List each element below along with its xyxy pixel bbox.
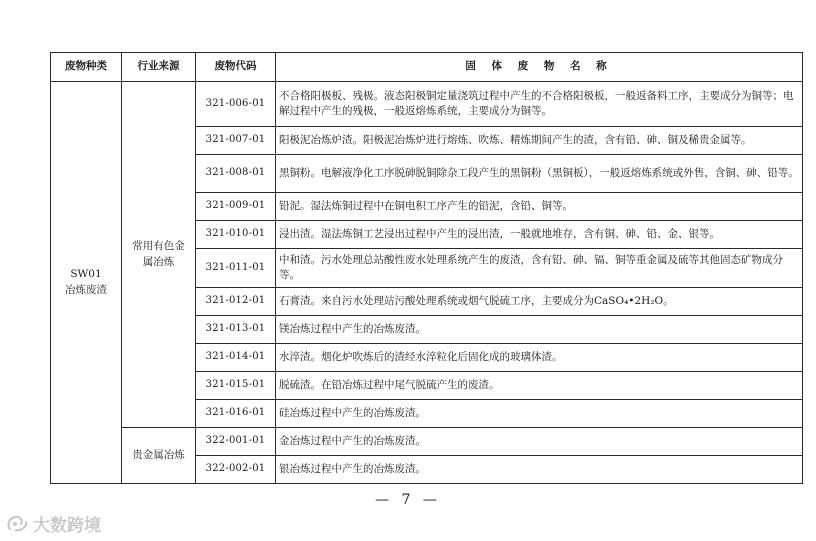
header-name: 固 体 废 物 名 称 [276,53,803,82]
waste-description: 水淬渣。烟化炉吹炼后的渣经水淬粒化后固化成的玻璃体渣。 [276,344,803,372]
waste-description: 浸出渣。湿法炼铜工艺浸出过程中产生的浸出渣，一般就地堆存，含有铜、砷、铅、金、银等。 [276,221,803,249]
waste-description: 不合格阳极板、残极。液态阳极铜定量浇筑过程中产生的不合格阳极板，一般返备料工序，主要成分为铜等；电解过程中产生的残极，一般返熔炼系统，主要成分为铜等。 [276,82,803,127]
waste-description: 镁冶炼过程中产生的冶炼废渣。 [276,316,803,344]
waste-table [50,52,803,484]
watermark-text: 大数跨境 [33,516,101,536]
header-code: 废物代码 [196,53,276,82]
table-header-row [51,53,803,82]
waste-description: 阳极泥冶炼炉渣。阳极泥冶炼炉进行熔炼、吹炼、精炼期间产生的渣，含有铅、砷、铜及稀贵金属等。 [276,127,803,155]
waste-code: 322-002-01 [196,456,276,484]
header-industry: 行业来源 [122,53,196,82]
watermark [6,511,101,536]
waste-code: 321-015-01 [196,372,276,400]
waste-code: 321-009-01 [196,193,276,221]
waste-description: 银冶炼过程中产生的冶炼废渣。 [276,456,803,484]
table-row [51,82,803,127]
waste-description: 铅泥。湿法炼铜过程中在铜电积工序产生的铅泥，含铅、铜等。 [276,193,803,221]
waste-code: 321-008-01 [196,155,276,193]
category-code: SW01 [70,268,102,281]
waste-code: 321-013-01 [196,316,276,344]
waste-code: 321-006-01 [196,82,276,127]
waste-description: 硅冶炼过程中产生的冶炼废渣。 [276,400,803,428]
waste-code: 321-014-01 [196,344,276,372]
watermark-logo-icon [6,514,30,534]
table-row [51,428,803,456]
industry-precious: 贵金属冶炼 [122,428,196,484]
waste-description: 中和渣。污水处理总站酸性废水处理系统产生的废渣，含有铅、砷、镉、铜等重金属及硫等其他固态矿物成分等。 [276,249,803,288]
category-cell [51,82,122,484]
waste-description: 金冶炼过程中产生的冶炼废渣。 [276,428,803,456]
waste-code: 321-016-01 [196,400,276,428]
waste-code: 321-012-01 [196,288,276,316]
waste-code: 321-011-01 [196,249,276,288]
waste-description: 脱硫渣。在铅冶炼过程中尾气脱硫产生的废渣。 [276,372,803,400]
waste-code: 322-001-01 [196,428,276,456]
waste-code: 321-007-01 [196,127,276,155]
category-label: 冶炼废渣 [65,283,107,296]
page-number: — 7 — [375,492,441,508]
waste-description: 黑铜粉。电解液净化工序脱砷脱铜除杂工段产生的黑铜粉（黑铜板），一般返熔炼系统或外售，含铜、砷、铅等。 [276,155,803,193]
industry-nonferrous: 常用有色金属冶炼 [122,82,196,428]
header-category: 废物种类 [51,53,122,82]
waste-code: 321-010-01 [196,221,276,249]
waste-description: 石膏渣。来自污水处理站污酸处理系统或烟气脱硫工序，主要成分为CaSO₄•2H₂O。 [276,288,803,316]
